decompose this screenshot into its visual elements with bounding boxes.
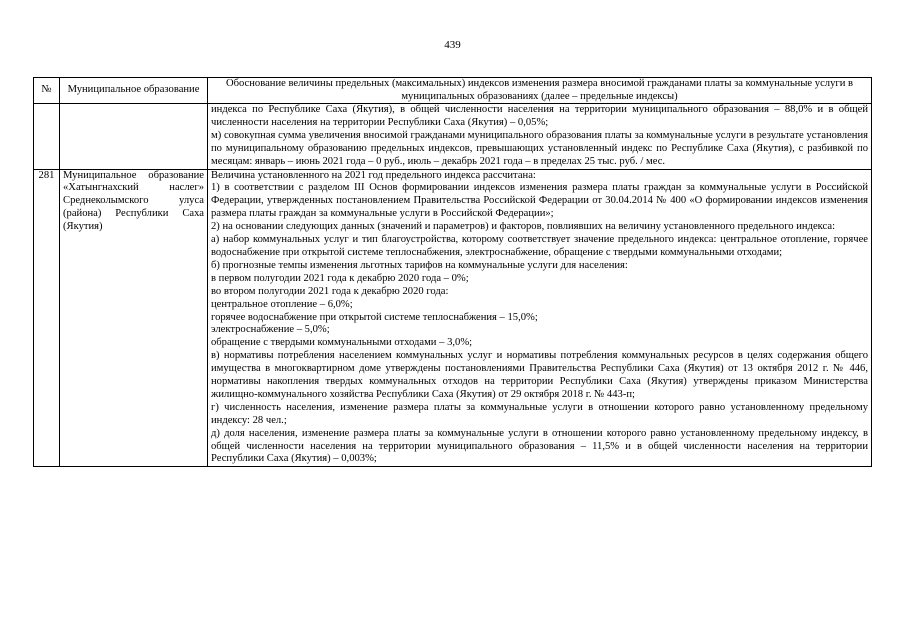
page-number: 439 [444,39,461,51]
paragraph: а) набор коммунальных услуг и тип благоустройства, которому соответствует значение предельного индекса: центральное отопление, горячее водоснабжение при открытой системе теплоснабжения, электроснабжение, обращение с твердыми коммунальными отходами; [211,234,868,258]
paragraph: электроснабжение – 5,0%; [211,324,330,336]
cell-justification-continued [208,104,872,170]
paragraph: 2) на основании следующих данных (значений и параметров) и факторов, повлиявших на величину установленного предельного индекса: [211,221,836,233]
cell-municipality-empty [60,104,208,170]
paragraph: б) прогнозные темпы изменения льготных тарифов на коммунальные услуги для населения: [211,259,628,271]
table-row-continued [34,104,872,170]
paragraph: обращение с твердыми коммунальными отходами – 3,0%; [211,337,473,349]
cell-justification [208,169,872,467]
table-header-row [34,78,872,104]
paragraph: во втором полугодии 2021 года к декабрю 2020 года: [211,285,449,297]
paragraph: в первом полугодии 2021 года к декабрю 2020 года – 0%; [211,272,469,284]
paragraph: в) нормативы потребления населением коммунальных услуг и нормативы потребления коммунальных ресурсов в целях содержания общего имущества в многоквартирном доме утверждены постановлениями Правительства Республики Саха (Якутия) от 13 октября 2012 г. № 446, нормативы накопления твердых коммунальных отходов на территории Республики Саха (Якутия) утверждены приказом Министерства жилищно-коммунального хозяйства Республики Саха (Якутия) от 29 октября 2018 г. № 443-п; [211,350,868,400]
paragraph: м) совокупная сумма увеличения вносимой гражданами муниципального образования платы за коммунальные услуги в результате установления по муниципальному образованию предельных индексов, превышающих установленный индекс по Республике Саха (Якутия), с разбивкой по месяцам: январь – июнь 2021 года – 0 руб., июль – декабрь 2021 года – в пределах 25 тыс. руб. / мес. [211,129,868,167]
table-row-281 [34,169,872,467]
cell-number: 281 [34,169,60,467]
indices-table [33,77,872,467]
paragraph: Величина установленного на 2021 год предельного индекса рассчитана: [211,169,536,181]
cell-number-empty [34,104,60,170]
header-municipality: Муниципальное образование [60,78,208,104]
paragraph: горячее водоснабжение при открытой системе теплоснабжения – 15,0%; [211,311,538,323]
header-number: № [34,78,60,104]
paragraph: центральное отопление – 6,0%; [211,298,353,310]
paragraph: 1) в соответствии с разделом III Основ формировании индексов изменения размера платы граждан за коммунальные услуги в Российской Федерации, утвержденных постановлением Правительства Российской Федерации от 30.04.2014 № 400 «О формировании индексов изменения размера платы граждан за коммунальные услуги в Российской Федерации»; [211,182,868,220]
paragraph: индекса по Республике Саха (Якутия), в общей численности населения на территории муниципального образования – 88,0% и в общей численности населения на территории Республики Саха (Якутия) – 0,05%; [211,104,868,128]
cell-municipality: Муниципальное образование «Хатынгнахский наслег» Среднеколымского улуса (района) Республики Саха (Якутия) [60,169,208,467]
paragraph: д) доля населения, изменение размера платы за коммунальные услуги в отношении которого равно установленному предельному индексу, в общей численности населения на территории муниципального образования – 11,5% и в общей численности населения на территории Республики Саха (Якутия) – 0,003%; [211,427,868,465]
paragraph: г) численность населения, изменение размера платы за коммунальные услуги в отношении которого равно установленному предельному индексу: 28 чел.; [211,401,868,426]
header-justification: Обоснование величины предельных (максимальных) индексов изменения размера вносимой гражданами платы за коммунальные услуги в муниципальных образованиях (далее – предельные индексы) [208,78,872,104]
